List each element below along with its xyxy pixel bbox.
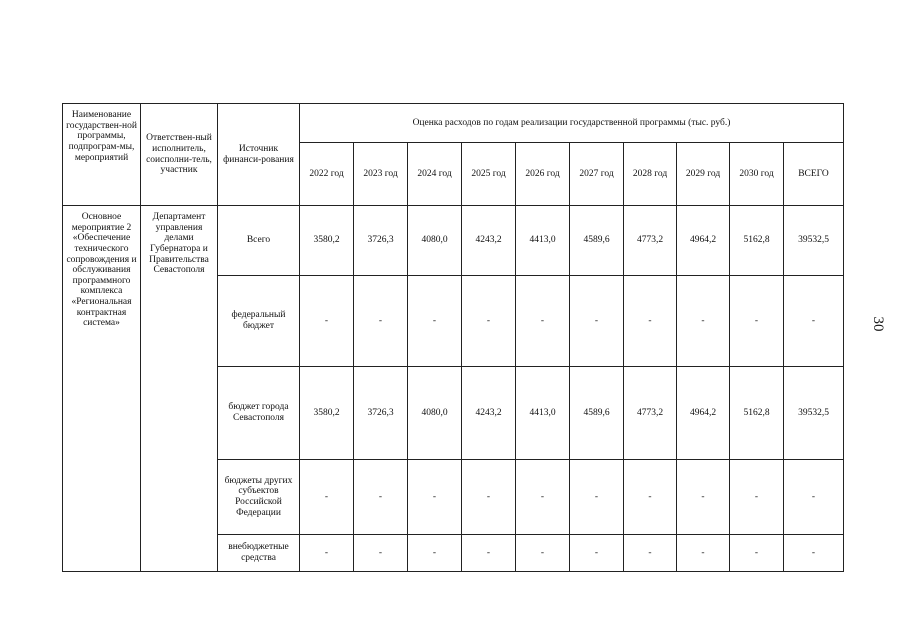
value-cell: 4964,2 <box>677 367 730 460</box>
value-cell: - <box>408 535 462 572</box>
page-number: 30 <box>870 316 886 332</box>
value-cell: - <box>300 460 354 535</box>
value-cell: - <box>677 535 730 572</box>
total-cell: - <box>784 460 844 535</box>
value-cell: - <box>408 276 462 367</box>
value-cell: 3580,2 <box>300 367 354 460</box>
value-cell: 4589,6 <box>570 206 624 276</box>
value-cell: - <box>516 460 570 535</box>
value-cell: - <box>354 460 408 535</box>
header-executor: Ответствен-ный исполнитель, соисполни-тель, участник <box>141 104 218 206</box>
value-cell: - <box>570 276 624 367</box>
value-cell: - <box>516 535 570 572</box>
value-cell: - <box>354 535 408 572</box>
value-cell: 4243,2 <box>462 367 516 460</box>
value-cell: - <box>624 460 677 535</box>
header-source: Источник финанси-рования <box>218 104 300 206</box>
source-cell: бюджеты других субъектов Российской Федерации <box>218 460 300 535</box>
header-program: Наименование государствен-ной программы, подпрограм-мы, мероприятий <box>63 104 141 206</box>
total-cell: 39532,5 <box>784 206 844 276</box>
value-cell: - <box>730 276 784 367</box>
value-cell: 3726,3 <box>354 367 408 460</box>
value-cell: - <box>730 460 784 535</box>
value-cell: - <box>677 460 730 535</box>
value-cell: 4080,0 <box>408 206 462 276</box>
executor-cell: Департамент управления делами Губернатора и Правительства Севастополя <box>141 206 218 572</box>
value-cell: 4589,6 <box>570 367 624 460</box>
value-cell: - <box>677 276 730 367</box>
value-cell: 5162,8 <box>730 367 784 460</box>
value-cell: - <box>570 535 624 572</box>
source-cell: внебюджетные средства <box>218 535 300 572</box>
value-cell: - <box>408 460 462 535</box>
header-row-1 <box>63 104 844 143</box>
year-header: 2027 год <box>570 143 624 206</box>
value-cell: - <box>300 276 354 367</box>
value-cell: - <box>624 535 677 572</box>
year-header: 2026 год <box>516 143 570 206</box>
year-header: 2022 год <box>300 143 354 206</box>
total-cell: 39532,5 <box>784 367 844 460</box>
value-cell: 3726,3 <box>354 206 408 276</box>
value-cell: 4413,0 <box>516 367 570 460</box>
value-cell: - <box>462 535 516 572</box>
value-cell: 4080,0 <box>408 367 462 460</box>
value-cell: - <box>354 276 408 367</box>
year-header: 2023 год <box>354 143 408 206</box>
total-cell: - <box>784 276 844 367</box>
year-header: 2028 год <box>624 143 677 206</box>
source-cell: Всего <box>218 206 300 276</box>
value-cell: 3580,2 <box>300 206 354 276</box>
value-cell: 4964,2 <box>677 206 730 276</box>
value-cell: - <box>624 276 677 367</box>
year-header: 2025 год <box>462 143 516 206</box>
budget-table <box>62 103 844 572</box>
header-estimate: Оценка расходов по годам реализации государственной программы (тыс. руб.) <box>300 104 844 143</box>
program-cell: Основное мероприятие 2 «Обеспечение технического сопровождения и обслуживания программного комплекса «Региональная контрактная система» <box>63 206 141 572</box>
source-cell: федеральный бюджет <box>218 276 300 367</box>
value-cell: 4773,2 <box>624 206 677 276</box>
source-cell: бюджет города Севастополя <box>218 367 300 460</box>
table-row <box>63 206 844 276</box>
year-header: 2024 год <box>408 143 462 206</box>
value-cell: - <box>462 276 516 367</box>
year-header: 2029 год <box>677 143 730 206</box>
value-cell: 4243,2 <box>462 206 516 276</box>
total-cell: - <box>784 535 844 572</box>
total-header: ВСЕГО <box>784 143 844 206</box>
value-cell: - <box>516 276 570 367</box>
year-header: 2030 год <box>730 143 784 206</box>
value-cell: - <box>462 460 516 535</box>
value-cell: 5162,8 <box>730 206 784 276</box>
value-cell: - <box>730 535 784 572</box>
value-cell: 4413,0 <box>516 206 570 276</box>
value-cell: 4773,2 <box>624 367 677 460</box>
value-cell: - <box>300 535 354 572</box>
value-cell: - <box>570 460 624 535</box>
